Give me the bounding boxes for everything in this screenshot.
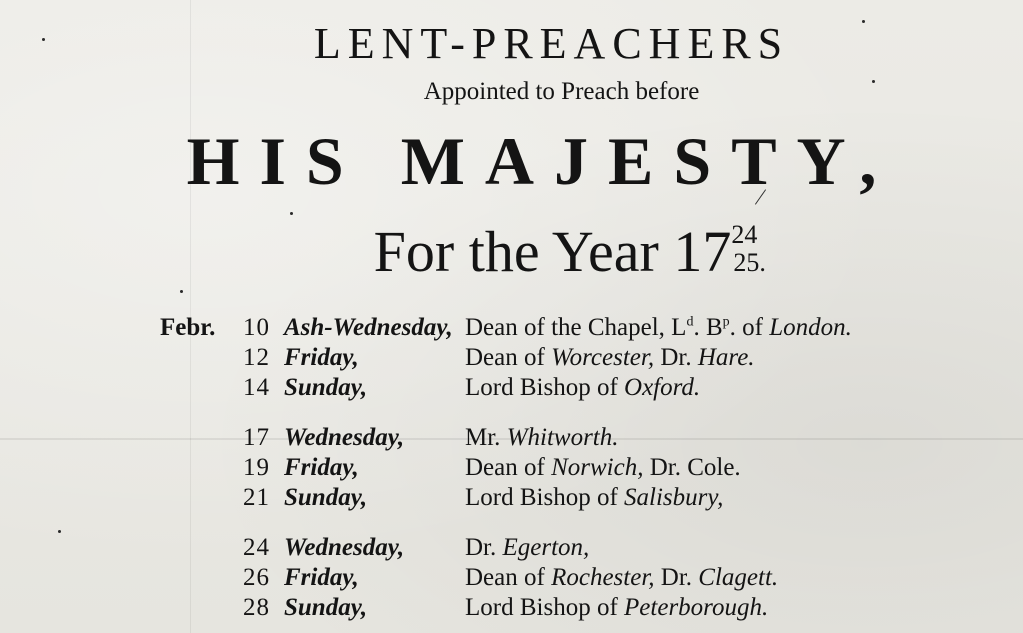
preacher-place: London. [769, 314, 852, 341]
preacher-place: Oxford. [624, 374, 701, 401]
schedule-preacher [465, 424, 619, 452]
preacher-text: Dean of the Chapel, L [465, 314, 687, 341]
schedule-date: 19 [243, 454, 270, 481]
schedule-day: Ash-Wednesday, [284, 314, 453, 341]
preacher-text: Lord Bishop of [465, 594, 625, 621]
schedule-preacher [465, 454, 741, 482]
schedule-date: 14 [243, 374, 270, 401]
preacher-text: Dean of [465, 454, 552, 481]
year-heading-prefix: For the Year 17 [373, 219, 732, 284]
schedule-date: 12 [243, 344, 270, 371]
preacher-text: Dean of [465, 564, 552, 591]
preacher-superscript: p [722, 314, 730, 330]
schedule-day: Wednesday, [284, 424, 405, 451]
schedule-preacher [465, 564, 778, 592]
preacher-name: Whitworth. [506, 424, 619, 451]
schedule-row [0, 564, 1023, 594]
schedule-day: Friday, [284, 454, 359, 481]
preacher-name: Clagett. [698, 564, 779, 591]
year-upper: 24 [731, 220, 758, 249]
schedule-day: Sunday, [284, 484, 368, 511]
preacher-place: Norwich, [551, 454, 644, 481]
preacher-text: Dr. [654, 564, 699, 591]
schedule-month: Febr. [160, 314, 216, 341]
preacher-text: Dean of [465, 344, 552, 371]
preacher-place: Salisbury, [624, 484, 724, 511]
document-title: LENT-PREACHERS [313, 19, 790, 68]
schedule-day: Sunday, [284, 374, 368, 401]
preacher-text: . of [729, 314, 770, 341]
schedule-preacher [465, 594, 768, 622]
preacher-place: Rochester, [551, 564, 655, 591]
schedule-day: Friday, [284, 564, 359, 591]
schedule-preacher [465, 314, 852, 342]
preacher-text: Dr. Cole. [643, 454, 741, 481]
schedule-preacher [465, 534, 589, 562]
year-lower: 25. [733, 248, 766, 277]
preacher-name: Egerton, [502, 534, 590, 561]
schedule-date: 21 [243, 484, 270, 511]
schedule-day: Wednesday, [284, 534, 405, 561]
schedule-row [0, 424, 1023, 454]
schedule-row [0, 314, 1023, 344]
schedule-date: 28 [243, 594, 270, 621]
schedule-date: 10 [243, 314, 270, 341]
schedule-date: 17 [243, 424, 270, 451]
schedule-date: 24 [243, 534, 270, 561]
preacher-text: Mr. [465, 424, 507, 451]
preacher-text: . B [693, 314, 723, 341]
preacher-text: Dr. [654, 344, 698, 371]
schedule-preacher [465, 484, 723, 512]
majesty-heading: HIS MAJESTY, [186, 123, 897, 199]
preacher-superscript: d [686, 314, 694, 330]
schedule-preacher [465, 374, 700, 402]
preacher-text: Dr. [465, 534, 503, 561]
schedule-row [0, 484, 1023, 514]
schedule-row [0, 594, 1023, 624]
schedule-row [0, 534, 1023, 564]
schedule-preacher [465, 344, 755, 372]
schedule-row [0, 344, 1023, 374]
document-subtitle: Appointed to Preach before [423, 78, 700, 105]
schedule-row [0, 374, 1023, 404]
schedule-day: Friday, [284, 344, 359, 371]
schedule-day: Sunday, [284, 594, 368, 621]
preacher-text: Lord Bishop of [465, 484, 625, 511]
preacher-place: Peterborough. [624, 594, 769, 621]
preacher-text: Lord Bishop of [465, 374, 625, 401]
preacher-place: Worcester, [551, 344, 655, 371]
schedule-date: 26 [243, 564, 270, 591]
schedule-row [0, 454, 1023, 484]
preacher-name: Hare. [697, 344, 755, 371]
